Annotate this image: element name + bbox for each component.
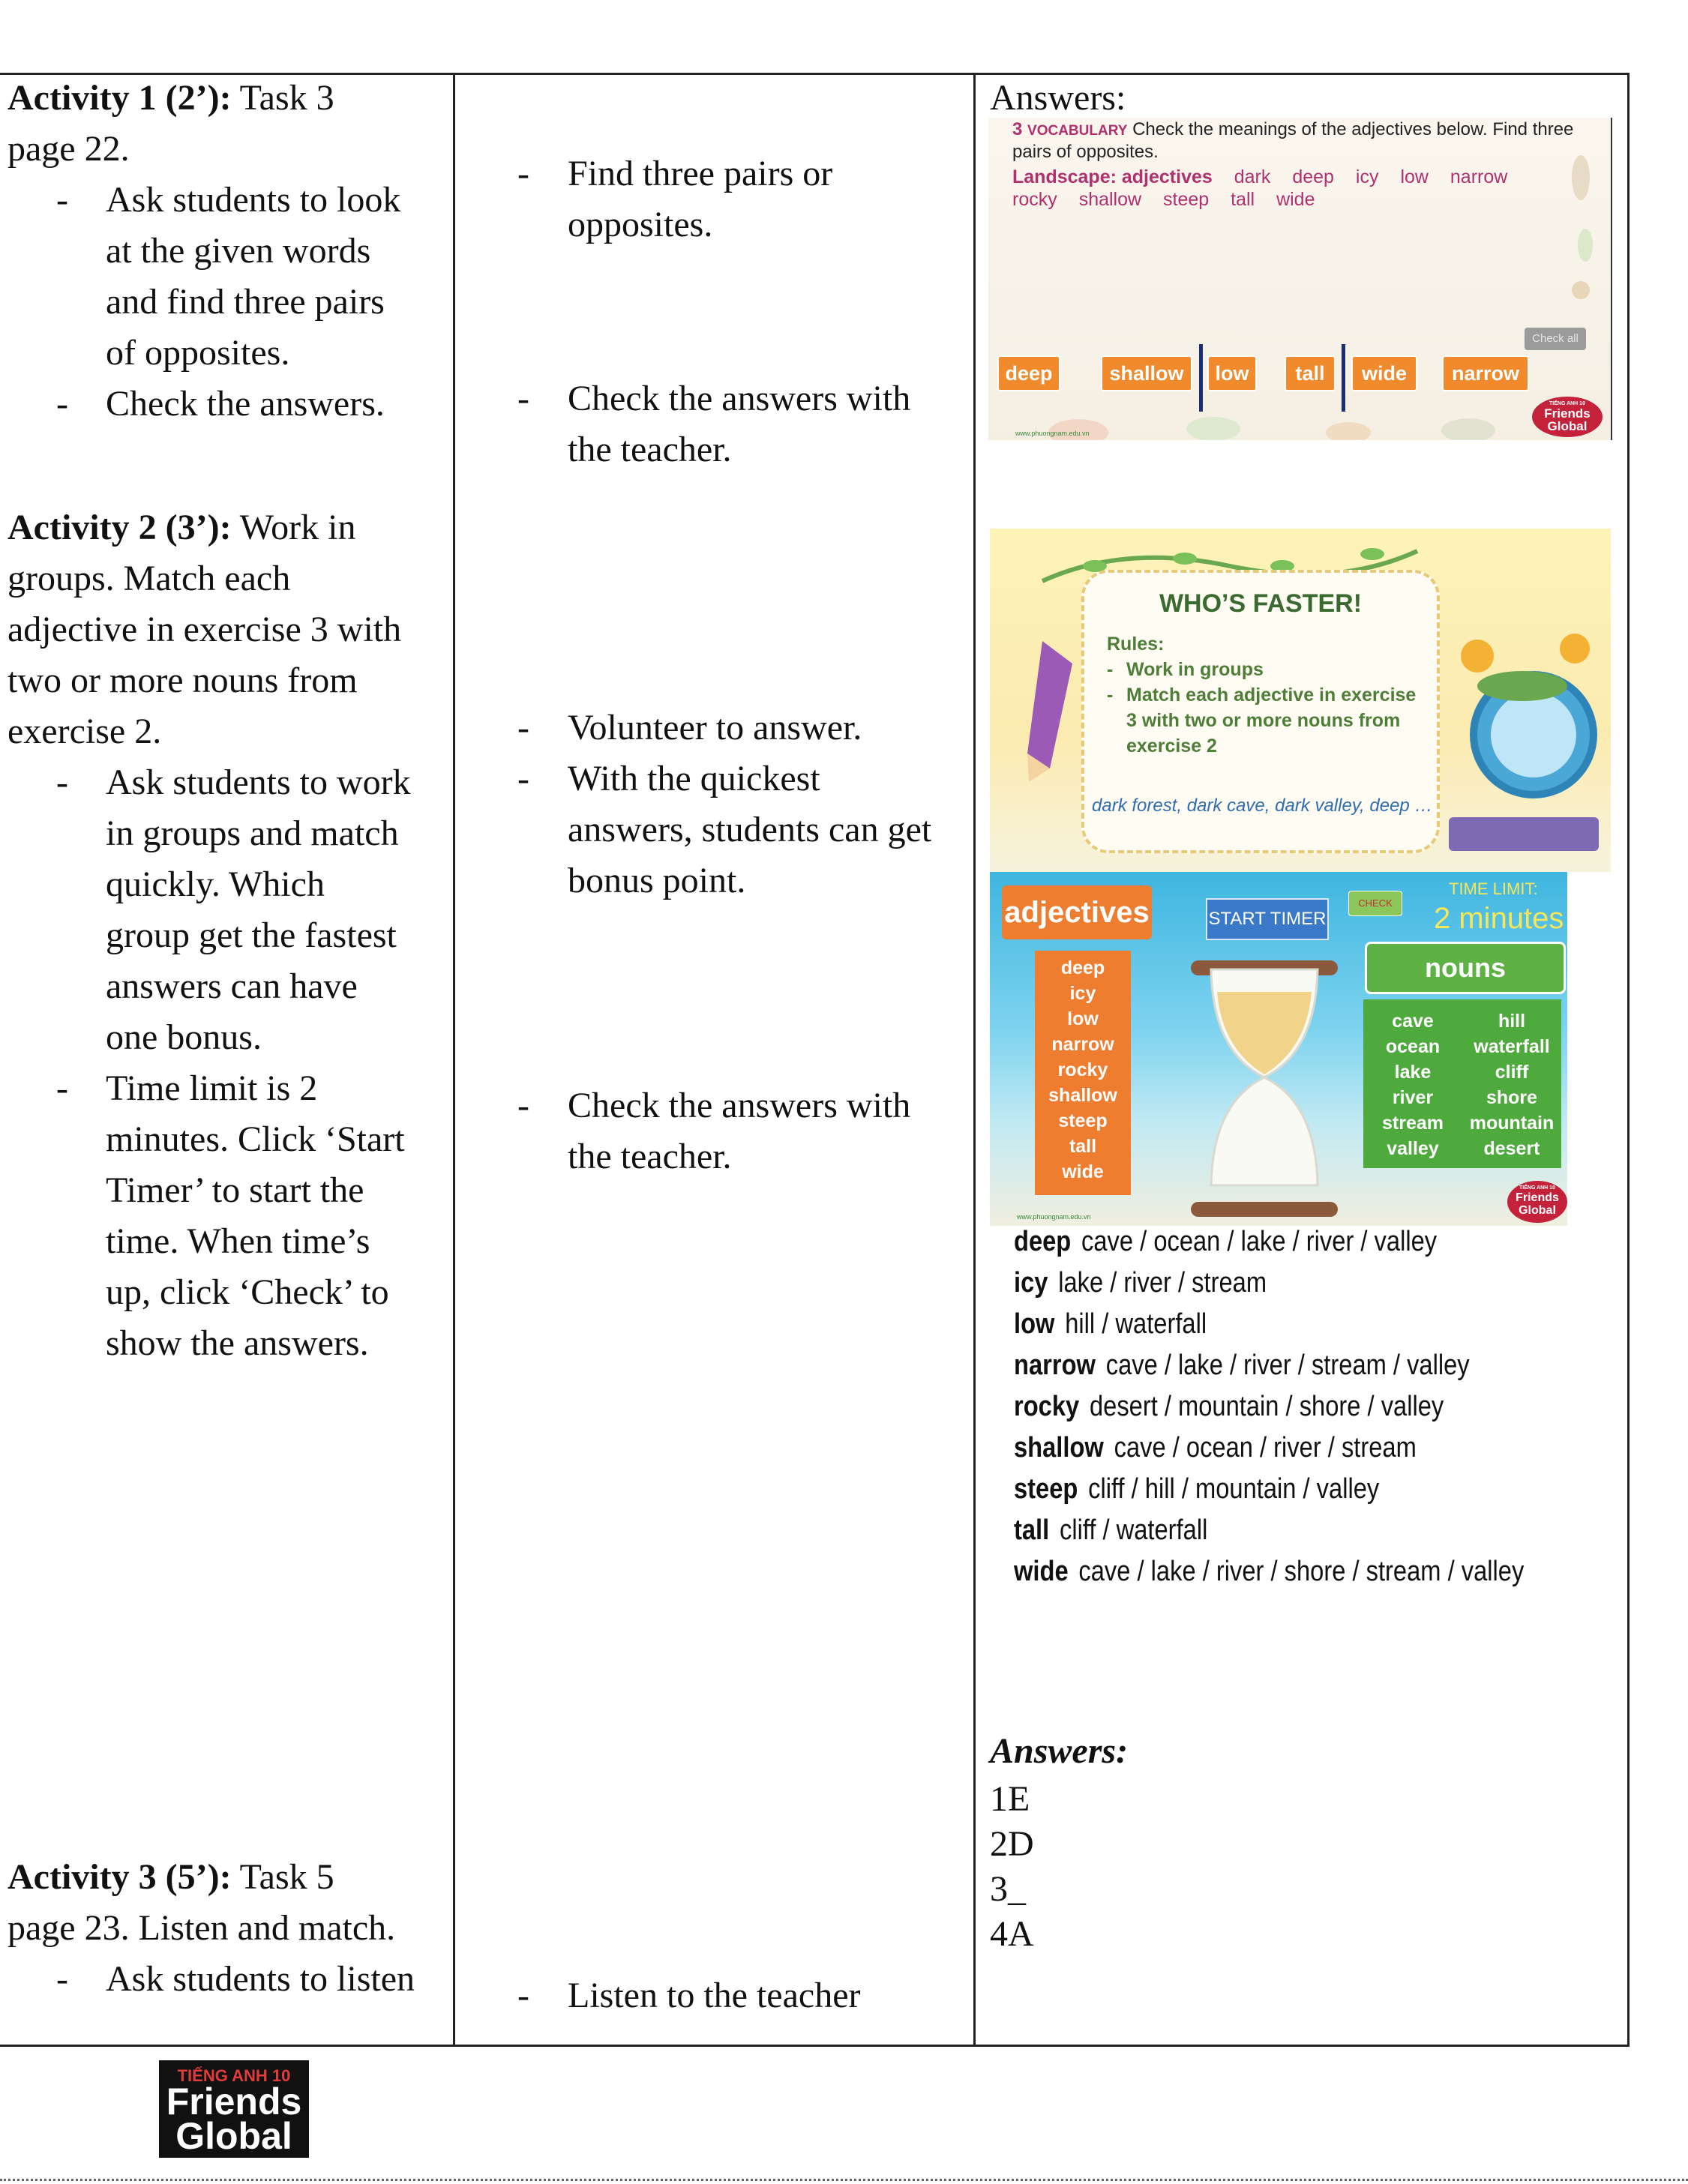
- key-adjective: steep: [1014, 1473, 1078, 1505]
- nouns-column-1: [1363, 1008, 1462, 1161]
- vocab-heading: Landscape: adjectives: [1012, 166, 1213, 187]
- key-nouns: cliff / waterfall: [1059, 1514, 1208, 1546]
- rules-title: WHO’S FASTER!: [1159, 589, 1363, 618]
- flower-decoration-icon: [1447, 619, 1605, 709]
- noun-item: valley: [1387, 1138, 1439, 1159]
- answer-tile-narrow[interactable]: narrow: [1442, 355, 1529, 391]
- noun-item: shore: [1486, 1087, 1538, 1108]
- student-step-5-line-1: Check the answers with: [568, 1086, 911, 1125]
- key-row-rocky: [1014, 1391, 1444, 1423]
- key-nouns: hill / waterfall: [1065, 1308, 1207, 1340]
- key-row-icy: [1014, 1267, 1267, 1299]
- key-row-shallow: [1014, 1432, 1417, 1464]
- key-adjective: icy: [1014, 1267, 1048, 1299]
- adjective-item: shallow: [1048, 1085, 1117, 1106]
- vocab-word: tall: [1231, 189, 1255, 210]
- rule-item-text: Work in groups: [1126, 659, 1264, 680]
- noun-item: mountain: [1469, 1113, 1555, 1134]
- noun-item: ocean: [1385, 1036, 1441, 1057]
- footer-logo-bot: Global: [175, 2115, 292, 2157]
- answer-tile-tall[interactable]: tall: [1285, 355, 1336, 391]
- student-step-1-line-1: Find three pairs or: [568, 154, 833, 193]
- activity-2-heading: [7, 502, 355, 553]
- vocab-word: shallow: [1078, 189, 1142, 210]
- time-limit-value: 2 minutes: [1434, 902, 1564, 935]
- student-step-5-line-2: the teacher.: [568, 1137, 732, 1176]
- vocab-instruction-block: [1012, 119, 1605, 163]
- logo-bot-text: Global: [1547, 419, 1588, 433]
- bullet-dash: -: [56, 384, 68, 424]
- nouns-heading: nouns: [1365, 942, 1566, 994]
- rule-item: - Match each adjective in exercise 3 with two or more nouns from exercise 2: [1107, 682, 1429, 759]
- answer-line: 1E: [990, 1779, 1030, 1819]
- bullet-dash: -: [517, 1086, 529, 1125]
- footer-logo-top: TIẾNG ANH 10: [177, 2066, 291, 2085]
- answer-tile-wide[interactable]: wide: [1351, 355, 1417, 391]
- check-all-button[interactable]: Check all: [1525, 328, 1586, 350]
- answer-tile-shallow[interactable]: shallow: [1101, 355, 1192, 391]
- bullet-dash: -: [517, 708, 529, 747]
- key-nouns: cave / ocean / river / stream: [1114, 1432, 1417, 1463]
- adjectives-list: [1035, 951, 1131, 1195]
- bullet-dash: -: [56, 1068, 68, 1108]
- activity-2-line-3: two or more nouns from: [7, 661, 358, 700]
- vocab-word: steep: [1163, 189, 1210, 210]
- timer-slide: [990, 872, 1567, 1226]
- key-row-narrow: [1014, 1350, 1470, 1382]
- noun-item: hill: [1498, 1011, 1526, 1032]
- activity-2-step-1-line-6: one bonus.: [106, 1017, 262, 1057]
- vocab-word: narrow: [1450, 166, 1508, 187]
- vocab-instruction: Check the meanings of the adjectives below. Find three pairs of opposites.: [1012, 119, 1574, 162]
- footer-divider: [0, 2179, 1688, 2181]
- activity-1-step-1-line-3: and find three pairs: [106, 282, 385, 322]
- vocab-label: VOCABULARY: [1027, 123, 1128, 139]
- vocab-word: wide: [1276, 189, 1315, 210]
- noun-item: stream: [1382, 1113, 1444, 1134]
- activity-2-step-2-line-6: show the answers.: [106, 1323, 369, 1363]
- adjective-item: steep: [1058, 1110, 1108, 1131]
- answer-line: 2D: [990, 1824, 1034, 1864]
- activity-3-heading: [7, 1852, 334, 1903]
- activity-2-step-1-line-5: answers can have: [106, 966, 358, 1006]
- hourglass-bottom: [1191, 1202, 1338, 1217]
- vocab-word: icy: [1355, 166, 1379, 187]
- footer-logo-mid: Friends: [166, 2081, 302, 2123]
- student-step-2-line-2: the teacher.: [568, 430, 732, 469]
- rules-text: [1107, 631, 1429, 759]
- column-divider-1: [453, 75, 455, 2045]
- adjective-item: narrow: [1051, 1034, 1114, 1055]
- activity-2-step-2-line-5: up, click ‘Check’ to: [106, 1272, 389, 1312]
- key-row-deep: [1014, 1226, 1437, 1258]
- activity-3-step-1: Ask students to listen: [106, 1959, 415, 1999]
- rules-example: dark forest, dark cave, dark valley, deep …: [1092, 795, 1433, 816]
- bullet-dash: -: [56, 1959, 68, 1999]
- nouns-list: [1363, 999, 1561, 1168]
- student-step-1-line-2: opposites.: [568, 205, 713, 244]
- key-row-wide: [1014, 1556, 1524, 1588]
- activity-1-step-2: Check the answers.: [106, 384, 385, 424]
- activity-1-heading: [7, 73, 334, 124]
- books-icon: [1449, 817, 1599, 851]
- site-url: www.phuongnam.edu.vn: [1015, 430, 1090, 437]
- activity-2-step-2-line-4: time. When time’s: [106, 1221, 370, 1261]
- key-adjective: narrow: [1014, 1350, 1096, 1381]
- activity-1-title: Activity 1 (2’):: [7, 78, 232, 118]
- activity-2-title: Activity 2 (3’):: [7, 508, 232, 547]
- bullet-dash: -: [517, 759, 529, 798]
- bullet-dash: -: [517, 379, 529, 418]
- noun-item: river: [1392, 1087, 1434, 1108]
- rule-item: - Work in groups: [1107, 657, 1429, 682]
- site-url: www.phuongnam.edu.vn: [1017, 1213, 1091, 1221]
- activity-1-task: Task 3: [231, 78, 334, 118]
- key-nouns: cave / ocean / lake / river / valley: [1081, 1226, 1438, 1257]
- key-nouns: cave / lake / river / stream / valley: [1105, 1350, 1470, 1381]
- adjectives-heading: adjectives: [1002, 885, 1152, 939]
- key-nouns: cliff / hill / mountain / valley: [1088, 1473, 1380, 1505]
- key-row-low: [1014, 1308, 1207, 1341]
- adjective-item: low: [1067, 1008, 1099, 1029]
- activity-2-step-2-line-2: minutes. Click ‘Start: [106, 1119, 405, 1159]
- student-step-6: Listen to the teacher: [568, 1976, 861, 2015]
- logo-mid-text: Friends: [1516, 1191, 1559, 1204]
- activity-3-task: Task 5: [231, 1857, 334, 1897]
- column-divider-2: [973, 75, 976, 2045]
- key-nouns: lake / river / stream: [1058, 1267, 1267, 1299]
- logo-bot-text: Global: [1519, 1204, 1556, 1217]
- activity-2-step-1-line-3: quickly. Which: [106, 864, 325, 904]
- noun-item: cliff: [1495, 1062, 1529, 1083]
- bullet-dash: -: [56, 762, 68, 802]
- start-timer-button[interactable]: START TIMER: [1206, 898, 1329, 940]
- answer-tile-deep[interactable]: deep: [997, 355, 1060, 391]
- vocabulary-slide: [988, 118, 1612, 440]
- activity-1-step-1-line-1: Ask students to look: [106, 180, 401, 220]
- friends-global-logo: [1532, 397, 1603, 437]
- activity-2-step-2-line-1: Time limit is 2: [106, 1068, 318, 1108]
- answer-line: 4A: [990, 1914, 1034, 1954]
- rule-item-text: Match each adjective in exercise 3 with two or more nouns from exercise 2: [1126, 685, 1417, 756]
- key-adjective: tall: [1014, 1514, 1050, 1546]
- adjective-item: deep: [1060, 957, 1105, 978]
- student-step-3: Volunteer to answer.: [568, 708, 862, 747]
- logo-mid-text: Friends: [1544, 406, 1591, 421]
- bullet-dash: -: [517, 154, 529, 193]
- activity-1-step-1-line-2: at the given words: [106, 231, 371, 271]
- noun-item: cave: [1392, 1011, 1434, 1032]
- activity-2-step-1-line-2: in groups and match: [106, 813, 399, 853]
- key-nouns: cave / lake / river / shore / stream / valley: [1078, 1556, 1525, 1587]
- activity-2-line-1: groups. Match each: [7, 559, 291, 598]
- adjective-item: rocky: [1057, 1059, 1108, 1080]
- footer-friends-global-logo: [159, 2060, 309, 2158]
- activity-2-line-2: adjective in exercise 3 with: [7, 610, 402, 649]
- vocab-word-list: [1012, 166, 1537, 211]
- answer-tile-low[interactable]: low: [1207, 355, 1257, 391]
- answer-key-slide: [990, 1226, 1567, 1601]
- key-adjective: wide: [1014, 1556, 1069, 1587]
- adjective-item: wide: [1062, 1161, 1104, 1182]
- nouns-column-2: [1462, 1008, 1561, 1161]
- activity-2-step-1-line-4: group get the fastest: [106, 915, 397, 955]
- noun-item: waterfall: [1474, 1036, 1550, 1057]
- logo-top-text: TIẾNG ANH 10: [1519, 1185, 1555, 1191]
- key-adjective: shallow: [1014, 1432, 1104, 1463]
- vocab-word: rocky: [1012, 189, 1057, 210]
- activity-2-task: Work in: [231, 508, 356, 547]
- rules-label: Rules:: [1107, 634, 1165, 655]
- check-button[interactable]: CHECK: [1348, 891, 1402, 916]
- student-step-2-line-1: Check the answers with: [568, 379, 911, 418]
- student-step-4-line-2: answers, students can get: [568, 810, 932, 849]
- activity-3-title: Activity 3 (5’):: [7, 1857, 232, 1897]
- noun-item: lake: [1394, 1062, 1432, 1083]
- who-is-faster-slide: [990, 529, 1611, 872]
- activity-1-page: page 22.: [7, 129, 130, 169]
- hourglass-icon: [1204, 962, 1325, 1193]
- key-row-tall: [1014, 1514, 1207, 1547]
- key-row-steep: [1014, 1473, 1379, 1505]
- key-nouns: desert / mountain / shore / valley: [1089, 1391, 1444, 1422]
- activity-2-line-4: exercise 2.: [7, 712, 162, 751]
- bullet-dash: -: [56, 180, 68, 220]
- vocab-word: deep: [1292, 166, 1334, 187]
- vocab-word: dark: [1234, 166, 1271, 187]
- answer-line: 3_: [990, 1869, 1026, 1909]
- time-limit-label: TIME LIMIT:: [1449, 879, 1538, 898]
- friends-global-logo: [1507, 1181, 1567, 1223]
- key-adjective: low: [1014, 1308, 1055, 1340]
- noun-item: desert: [1483, 1138, 1540, 1159]
- exercise-number: 3: [1012, 119, 1023, 139]
- rules-card: [1081, 570, 1440, 853]
- leaf-decoration-icon: [1558, 148, 1603, 313]
- vocab-word: low: [1400, 166, 1429, 187]
- logo-top-text: TIẾNG ANH 10: [1549, 401, 1585, 406]
- student-step-4-line-3: bonus point.: [568, 861, 746, 900]
- activity-1-step-1-line-4: of opposites.: [106, 333, 290, 373]
- key-adjective: deep: [1014, 1226, 1072, 1257]
- key-adjective: rocky: [1014, 1391, 1080, 1422]
- activity-3-line-2: page 23. Listen and match.: [7, 1908, 396, 1948]
- student-step-4-line-1: With the quickest: [568, 759, 820, 798]
- adjective-item: icy: [1069, 983, 1096, 1004]
- answers-title: Answers:: [990, 1731, 1129, 1771]
- answers-label: Answers:: [990, 78, 1126, 118]
- adjective-item: tall: [1069, 1136, 1097, 1157]
- activity-2-step-2-line-3: Timer’ to start the: [106, 1170, 364, 1210]
- bullet-dash: -: [517, 1976, 529, 2015]
- activity-2-step-1-line-1: Ask students to work: [106, 762, 411, 802]
